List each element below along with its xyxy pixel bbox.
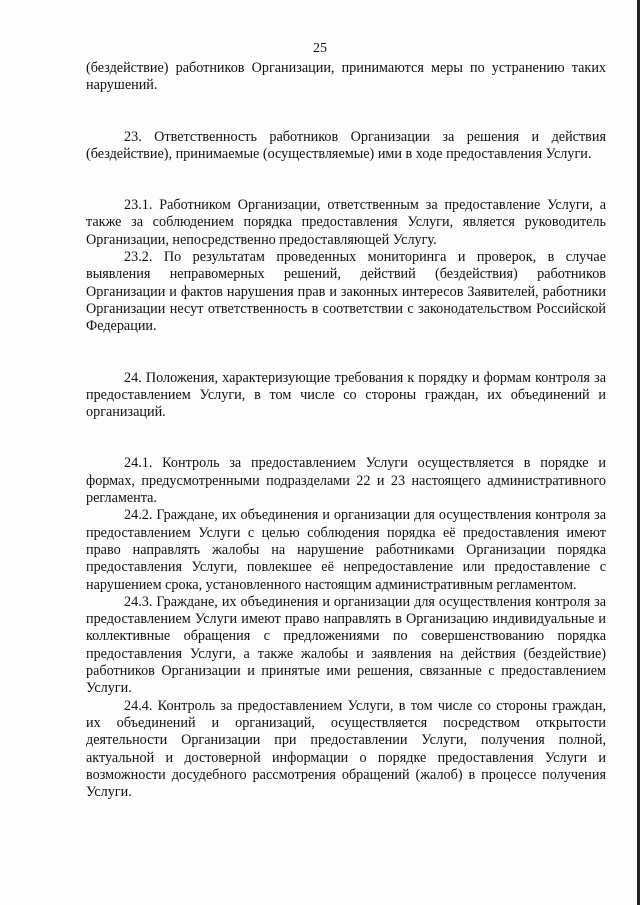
section-heading-23: 23. Ответственность работников Организации за решения и действия (бездействие), принимаемые (осуществляемые) ими в ходе предоставления Услуги. bbox=[86, 128, 606, 162]
section-heading-24: 24. Положения, характеризующие требования к порядку и формам контроля за предоставлением Услуги, в том числе со стороны граждан, их объединений и организаций. bbox=[86, 369, 606, 421]
paragraph-continuation: (бездействие) работников Организации, принимаются меры по устранению таких нарушений. bbox=[86, 60, 606, 94]
page-number: 25 bbox=[313, 41, 327, 56]
paragraph-23-1: 23.1. Работником Организации, ответственным за предоставление Услуги, а также за соблюдением порядка предоставления Услуги, является руководитель Организации, непосредственно предоставляющей Услугу. bbox=[86, 197, 606, 248]
paragraph-23-2: 23.2. По результатам проведенных мониторинга и проверок, в случае выявления неправомерных решений, действий (бездействия) работников Организации и фактов нарушения прав и законных интересов Заявителей, работники Организации несут ответственность в соответствии с законодательством Российской Федерации. bbox=[86, 249, 606, 335]
paragraph-24-3: 24.3. Граждане, их объединения и организации для осуществления контроля за предоставлением Услуги имеют право направлять в Организацию индивидуальные и коллективные обращения с предложениями по совершенствованию порядка предоставления Услуги, а также жалобы и заявления на действия (бездействие) работников Организации и принятые ими решения, связанные с предоставлением Услуги. bbox=[86, 593, 606, 697]
paragraph-24-2: 24.2. Граждане, их объединения и организации для осуществления контроля за предоставлением Услуги с целью соблюдения порядка её предоставления имеют право направлять жалобы на нарушение работниками Организации порядка предоставления Услуги, повлекшее её непредоставление или предоставление с нарушением срока, установленного настоящим административным регламентом. bbox=[86, 507, 606, 593]
paragraph-24-1: 24.1. Контроль за предоставлением Услуги осуществляется в порядке и формах, предусмотренными подразделами 22 и 23 настоящего административного регламента. bbox=[86, 455, 606, 507]
page-content bbox=[86, 60, 606, 801]
paragraph-24-4: 24.4. Контроль за предоставлением Услуги, в том числе со стороны граждан, их объединений и организаций, осуществляется посредством открытости деятельности Организации при предоставлении Услуги, получения полной, актуальной и достоверной информации о порядке предоставления Услуги и возможности досудебного рассмотрения обращений (жалоб) в процессе получения Услуги. bbox=[86, 697, 606, 801]
